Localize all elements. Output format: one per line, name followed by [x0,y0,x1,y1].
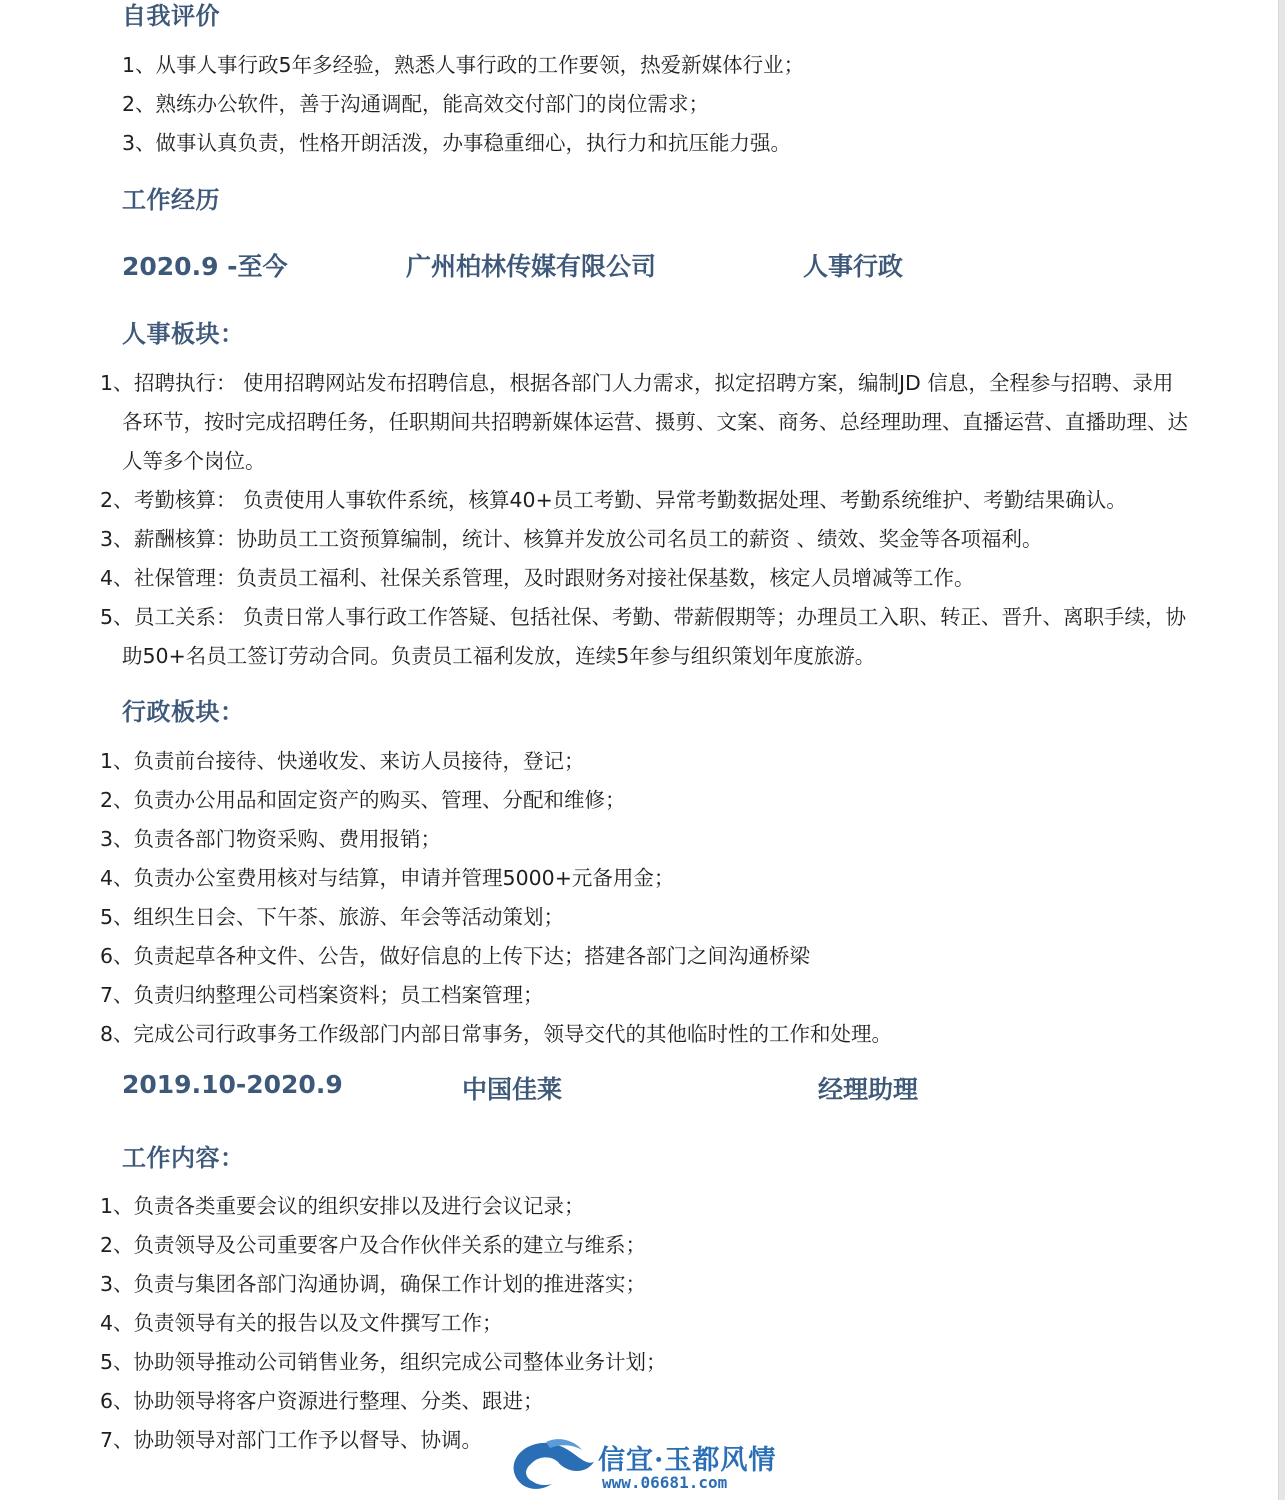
job2-company: 中国佳莱 [462,1075,563,1104]
list-item [100,559,1200,598]
list-item [100,364,1200,481]
item-number: 5、 [100,605,134,629]
list-item: 5、协助领导推动公司销售业务，组织完成公司整体业务计划； [100,1350,667,1374]
job2-period: 2019.10-2020.9 [122,1070,343,1099]
item-number: 1、 [100,371,134,395]
hr-section-heading: 人事板块： [122,320,245,348]
list-item: 5、组织生日会、下午茶、旅游、年会等活动策划； [100,905,565,929]
job2-content-heading: 工作内容： [122,1144,245,1172]
work-history-heading: 工作经历 [122,186,220,214]
list-item: 1、负责各类重要会议的组织安排以及进行会议记录； [100,1194,585,1218]
list-item: 6、协助领导将客户资源进行整理、分类、跟进； [100,1389,544,1413]
list-item: 3、负责与集团各部门沟通协调，确保工作计划的推进落实； [100,1272,647,1296]
list-item: 2、负责办公用品和固定资产的购买、管理、分配和维修； [100,788,626,812]
job1-period: 2020.9 -至今 [122,252,288,281]
list-item: 3、做事认真负责，性格开朗活泼，办事稳重细心，执行力和抗压能力强。 [122,131,792,155]
list-item: 1、从事人事行政5年多经验，熟悉人事行政的工作要领，热爱新媒体行业； [122,53,805,77]
job2-header [0,1070,1285,1106]
list-item [100,520,1200,559]
list-item [100,598,1200,676]
watermark-text: 信宜·玉都风情 [598,1445,777,1476]
self-eval-heading: 自我评价 [122,2,220,30]
list-item: 7、协助领导对部门工作予以督导、协调。 [100,1428,483,1452]
list-item [100,481,1200,520]
item-text: 薪酬核算：协助员工工资预算编制，统计、核算并发放公司名员工的薪资 、绩效、奖金等各项福利。 [134,527,1043,551]
admin-duties-list [100,742,892,1054]
item-number: 3、 [100,527,134,551]
item-text: 社保管理：负责员工福利、社保关系管理，及时跟财务对接社保基数，核定人员增减等工作。 [134,566,975,590]
job2-position: 经理助理 [818,1075,919,1104]
job2-duties-list [100,1187,667,1460]
job1-position: 人事行政 [803,252,904,281]
item-text: 员工关系： 负责日常人事行政工作答疑、包括社保、考勤、带薪假期等；办理员工入职、转正、晋升、离职手续，协助50+名员工签订劳动合同。负责员工福利发放，连续5年参与组织策划年度旅游。 [122,605,1187,668]
admin-section-heading: 行政板块： [122,698,245,726]
job1-header [0,247,1285,283]
item-text [122,364,1192,481]
page-edge [1279,0,1285,1500]
item-number: 4、 [100,566,134,590]
self-eval-list [122,46,804,163]
list-item: 1、负责前台接待、快递收发、来访人员接待，登记； [100,749,585,773]
list-item: 2、熟练办公软件，善于沟通调配，能高效交付部门的岗位需求； [122,92,710,116]
watermark-url: www.06681.com [602,1473,728,1492]
wave-logo-icon [506,1432,598,1496]
list-item: 3、负责各部门物资采购、费用报销； [100,827,442,851]
item-text: 考勤核算： 负责使用人事软件系统，核算40+员工考勤、异常考勤数据处理、考勤系统维护、考勤结果确认。 [134,488,1127,512]
list-item: 4、负责办公室费用核对与结算，申请并管理5000+元备用金； [100,866,675,890]
list-item: 6、负责起草各种文件、公告，做好信息的上传下达；搭建各部门之间沟通桥梁 [100,944,811,968]
item-text-line: 招聘执行： 使用招聘网站发布招聘信息，根据各部门人力需求，拟定招聘方案，编制JD 信息，全程参与招聘、录用各环节，按时完成招聘任务，任职期间共招聘新媒体运营、摄剪、文案、商务、总经理助理、直播运营、直播助理、达人等多个岗位。 [122,371,1188,473]
list-item: 2、负责领导及公司重要客户及合作伙伴关系的建立与维系； [100,1233,647,1257]
list-item: 4、负责领导有关的报告以及文件撰写工作； [100,1311,503,1335]
list-item: 7、负责归纳整理公司档案资料；员工档案管理； [100,983,544,1007]
job1-company: 广州柏林传媒有限公司 [406,252,657,281]
site-watermark [506,1432,786,1496]
item-number: 2、 [100,488,134,512]
list-item: 8、完成公司行政事务工作级部门内部日常事务，领导交代的其他临时性的工作和处理。 [100,1022,893,1046]
hr-duties-list [100,364,1200,676]
